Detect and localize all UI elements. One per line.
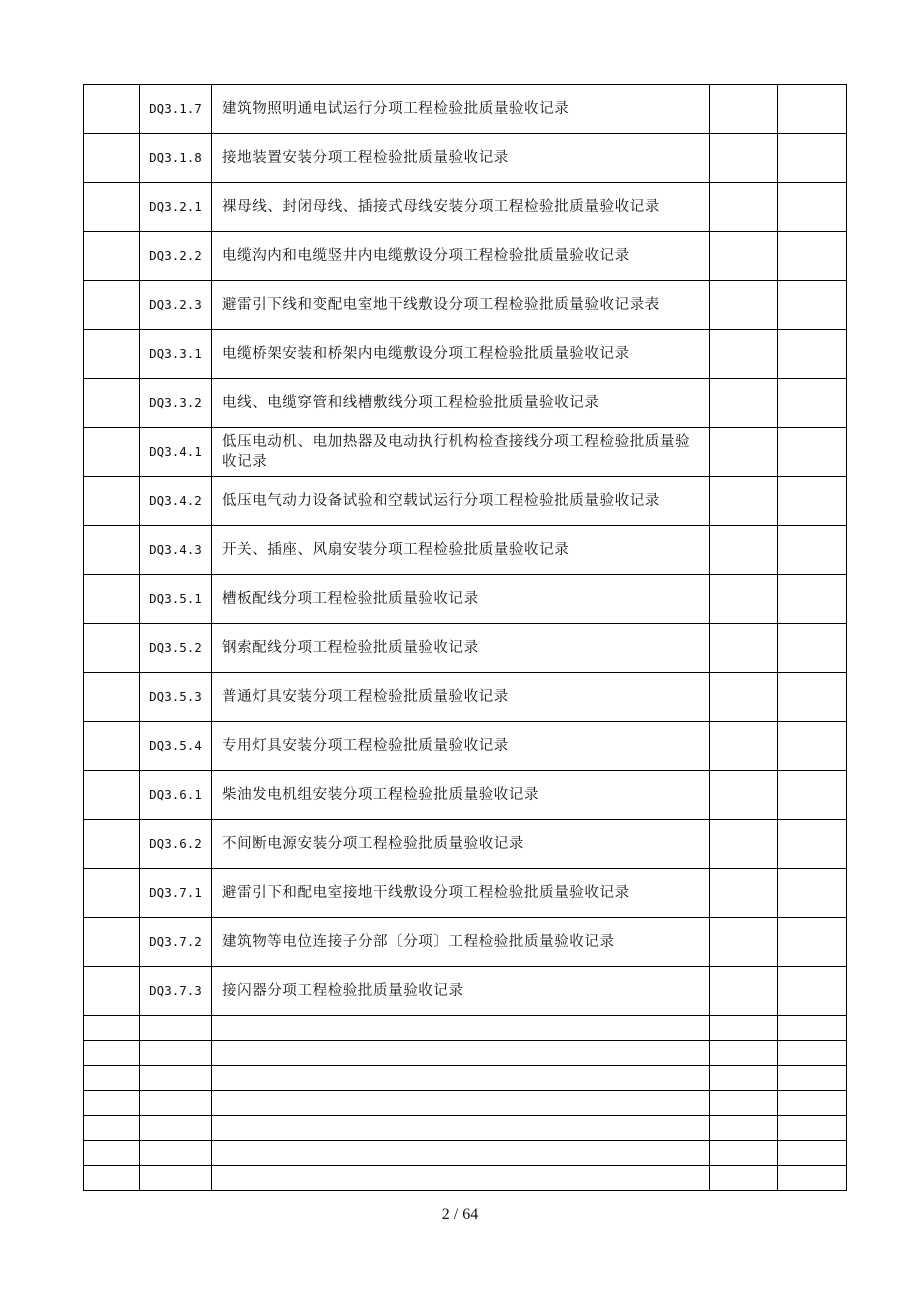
title-cell xyxy=(212,134,710,183)
title-cell xyxy=(212,771,710,820)
title-cell xyxy=(212,379,710,428)
empty-cell xyxy=(140,1116,212,1141)
empty-cell xyxy=(710,1141,778,1166)
empty-cell xyxy=(778,1116,847,1141)
table-row xyxy=(84,281,847,330)
empty-cell xyxy=(778,1066,847,1091)
empty-row xyxy=(84,1166,847,1191)
title-cell xyxy=(212,918,710,967)
empty-cell xyxy=(84,1041,140,1066)
extra-cell xyxy=(710,85,778,134)
table-row xyxy=(84,575,847,624)
record-code: DQ3.3.1 xyxy=(149,346,202,361)
code-cell xyxy=(140,85,212,134)
empty-row xyxy=(84,1116,847,1141)
extra-cell xyxy=(710,379,778,428)
record-code: DQ3.1.8 xyxy=(149,150,202,165)
table-row xyxy=(84,722,847,771)
index-cell xyxy=(84,673,140,722)
remarks-cell xyxy=(778,820,847,869)
index-cell xyxy=(84,967,140,1016)
code-cell xyxy=(140,967,212,1016)
code-cell xyxy=(140,575,212,624)
title-cell xyxy=(212,673,710,722)
index-cell xyxy=(84,85,140,134)
record-title: 电缆桥架安装和桥架内电缆敷设分项工程检验批质量验收记录 xyxy=(222,346,630,362)
index-cell xyxy=(84,771,140,820)
table-row xyxy=(84,526,847,575)
table-row xyxy=(84,918,847,967)
empty-cell xyxy=(212,1066,710,1091)
table-row xyxy=(84,85,847,134)
table-row xyxy=(84,869,847,918)
code-cell xyxy=(140,820,212,869)
title-cell xyxy=(212,722,710,771)
table-row xyxy=(84,771,847,820)
empty-cell xyxy=(778,1091,847,1116)
empty-row xyxy=(84,1141,847,1166)
record-title: 避雷引下和配电室接地干线敷设分项工程检验批质量验收记录 xyxy=(222,885,630,901)
table-row xyxy=(84,330,847,379)
empty-cell xyxy=(710,1166,778,1191)
extra-cell xyxy=(710,232,778,281)
remarks-cell xyxy=(778,85,847,134)
remarks-cell xyxy=(778,673,847,722)
table-row xyxy=(84,624,847,673)
extra-cell xyxy=(710,624,778,673)
record-title: 槽板配线分项工程检验批质量验收记录 xyxy=(222,591,479,607)
index-cell xyxy=(84,918,140,967)
index-cell xyxy=(84,183,140,232)
extra-cell xyxy=(710,722,778,771)
empty-cell xyxy=(140,1041,212,1066)
record-code: DQ3.4.1 xyxy=(149,444,202,459)
record-title: 开关、插座、风扇安装分项工程检验批质量验收记录 xyxy=(222,542,570,558)
code-cell xyxy=(140,183,212,232)
code-cell xyxy=(140,869,212,918)
empty-cell xyxy=(710,1116,778,1141)
table-row xyxy=(84,967,847,1016)
empty-cell xyxy=(84,1141,140,1166)
record-code: DQ3.7.3 xyxy=(149,983,202,998)
remarks-cell xyxy=(778,428,847,477)
record-title: 低压电气动力设备试验和空载试运行分项工程检验批质量验收记录 xyxy=(222,493,660,509)
code-cell xyxy=(140,722,212,771)
code-cell xyxy=(140,134,212,183)
record-code: DQ3.5.4 xyxy=(149,738,202,753)
record-table xyxy=(83,84,847,1191)
index-cell xyxy=(84,575,140,624)
index-cell xyxy=(84,820,140,869)
table-row xyxy=(84,477,847,526)
empty-cell xyxy=(140,1066,212,1091)
record-title: 接地装置安装分项工程检验批质量验收记录 xyxy=(222,150,509,166)
remarks-cell xyxy=(778,379,847,428)
empty-cell xyxy=(710,1066,778,1091)
empty-row xyxy=(84,1016,847,1041)
remarks-cell xyxy=(778,918,847,967)
empty-cell xyxy=(212,1091,710,1116)
extra-cell xyxy=(710,771,778,820)
record-code: DQ3.5.2 xyxy=(149,640,202,655)
record-title: 电线、电缆穿管和线槽敷线分项工程检验批质量验收记录 xyxy=(222,395,600,411)
remarks-cell xyxy=(778,575,847,624)
extra-cell xyxy=(710,575,778,624)
record-code: DQ3.3.2 xyxy=(149,395,202,410)
title-cell xyxy=(212,281,710,330)
record-code: DQ3.7.2 xyxy=(149,934,202,949)
index-cell xyxy=(84,330,140,379)
empty-cell xyxy=(710,1016,778,1041)
title-cell xyxy=(212,624,710,673)
empty-cell xyxy=(212,1166,710,1191)
index-cell xyxy=(84,624,140,673)
remarks-cell xyxy=(778,526,847,575)
code-cell xyxy=(140,330,212,379)
index-cell xyxy=(84,428,140,477)
code-cell xyxy=(140,477,212,526)
code-cell xyxy=(140,624,212,673)
empty-cell xyxy=(778,1141,847,1166)
record-title: 裸母线、封闭母线、插接式母线安装分项工程检验批质量验收记录 xyxy=(222,199,660,215)
table-row xyxy=(84,232,847,281)
empty-cell xyxy=(212,1141,710,1166)
code-cell xyxy=(140,526,212,575)
record-code: DQ3.1.7 xyxy=(149,101,202,116)
remarks-cell xyxy=(778,477,847,526)
title-cell xyxy=(212,428,710,477)
extra-cell xyxy=(710,330,778,379)
empty-cell xyxy=(778,1041,847,1066)
code-cell xyxy=(140,673,212,722)
extra-cell xyxy=(710,281,778,330)
remarks-cell xyxy=(778,722,847,771)
record-code: DQ3.4.2 xyxy=(149,493,202,508)
table-row xyxy=(84,379,847,428)
record-title: 建筑物照明通电试运行分项工程检验批质量验收记录 xyxy=(222,101,570,117)
code-cell xyxy=(140,232,212,281)
empty-cell xyxy=(140,1016,212,1041)
remarks-cell xyxy=(778,134,847,183)
remarks-cell xyxy=(778,624,847,673)
record-code: DQ3.6.1 xyxy=(149,787,202,802)
code-cell xyxy=(140,428,212,477)
remarks-cell xyxy=(778,967,847,1016)
table-row xyxy=(84,183,847,232)
table-row xyxy=(84,134,847,183)
record-code: DQ3.6.2 xyxy=(149,836,202,851)
index-cell xyxy=(84,379,140,428)
record-title: 柴油发电机组安装分项工程检验批质量验收记录 xyxy=(222,787,540,803)
index-cell xyxy=(84,722,140,771)
index-cell xyxy=(84,232,140,281)
empty-cell xyxy=(212,1041,710,1066)
empty-cell xyxy=(212,1116,710,1141)
record-title: 建筑物等电位连接子分部〔分项〕工程检验批质量验收记录 xyxy=(222,934,615,950)
index-cell xyxy=(84,869,140,918)
code-cell xyxy=(140,918,212,967)
index-cell xyxy=(84,526,140,575)
record-title: 电缆沟内和电缆竖井内电缆敷设分项工程检验批质量验收记录 xyxy=(222,248,630,264)
code-cell xyxy=(140,281,212,330)
title-cell xyxy=(212,526,710,575)
record-title: 低压电动机、电加热器及电动执行机构检查接线分项工程检验批质量验收记录 xyxy=(222,434,691,470)
index-cell xyxy=(84,477,140,526)
record-title: 避雷引下线和变配电室地干线敷设分项工程检验批质量验收记录表 xyxy=(222,297,660,313)
index-cell xyxy=(84,281,140,330)
record-code: DQ3.5.3 xyxy=(149,689,202,704)
record-title: 专用灯具安装分项工程检验批质量验收记录 xyxy=(222,738,509,754)
title-cell xyxy=(212,330,710,379)
record-code: DQ3.2.2 xyxy=(149,248,202,263)
remarks-cell xyxy=(778,771,847,820)
empty-cell xyxy=(84,1166,140,1191)
table-row xyxy=(84,820,847,869)
remarks-cell xyxy=(778,330,847,379)
title-cell xyxy=(212,477,710,526)
empty-cell xyxy=(84,1016,140,1041)
record-title: 钢索配线分项工程检验批质量验收记录 xyxy=(222,640,479,656)
record-code: DQ3.4.3 xyxy=(149,542,202,557)
title-cell xyxy=(212,820,710,869)
title-cell xyxy=(212,967,710,1016)
code-cell xyxy=(140,379,212,428)
title-cell xyxy=(212,183,710,232)
extra-cell xyxy=(710,673,778,722)
table-row xyxy=(84,673,847,722)
extra-cell xyxy=(710,869,778,918)
empty-cell xyxy=(84,1091,140,1116)
record-title: 不间断电源安装分项工程检验批质量验收记录 xyxy=(222,836,524,852)
title-cell xyxy=(212,869,710,918)
empty-cell xyxy=(84,1066,140,1091)
extra-cell xyxy=(710,428,778,477)
record-code: DQ3.5.1 xyxy=(149,591,202,606)
remarks-cell xyxy=(778,281,847,330)
code-cell xyxy=(140,771,212,820)
remarks-cell xyxy=(778,183,847,232)
empty-cell xyxy=(710,1091,778,1116)
remarks-cell xyxy=(778,232,847,281)
record-code: DQ3.2.3 xyxy=(149,297,202,312)
empty-row xyxy=(84,1091,847,1116)
title-cell xyxy=(212,232,710,281)
index-cell xyxy=(84,134,140,183)
record-code: DQ3.7.1 xyxy=(149,885,202,900)
empty-cell xyxy=(212,1016,710,1041)
table-row xyxy=(84,428,847,477)
empty-row xyxy=(84,1066,847,1091)
empty-cell xyxy=(140,1141,212,1166)
extra-cell xyxy=(710,918,778,967)
record-title: 普通灯具安装分项工程检验批质量验收记录 xyxy=(222,689,509,705)
empty-cell xyxy=(778,1016,847,1041)
empty-cell xyxy=(140,1166,212,1191)
page-number: 2 / 64 xyxy=(441,1206,479,1223)
record-code: DQ3.2.1 xyxy=(149,199,202,214)
record-title: 接闪器分项工程检验批质量验收记录 xyxy=(222,983,464,999)
empty-cell xyxy=(84,1116,140,1141)
empty-cell xyxy=(140,1091,212,1116)
empty-cell xyxy=(710,1041,778,1066)
title-cell xyxy=(212,575,710,624)
extra-cell xyxy=(710,820,778,869)
extra-cell xyxy=(710,183,778,232)
extra-cell xyxy=(710,526,778,575)
extra-cell xyxy=(710,477,778,526)
remarks-cell xyxy=(778,869,847,918)
empty-cell xyxy=(778,1166,847,1191)
extra-cell xyxy=(710,134,778,183)
empty-row xyxy=(84,1041,847,1066)
extra-cell xyxy=(710,967,778,1016)
title-cell xyxy=(212,85,710,134)
